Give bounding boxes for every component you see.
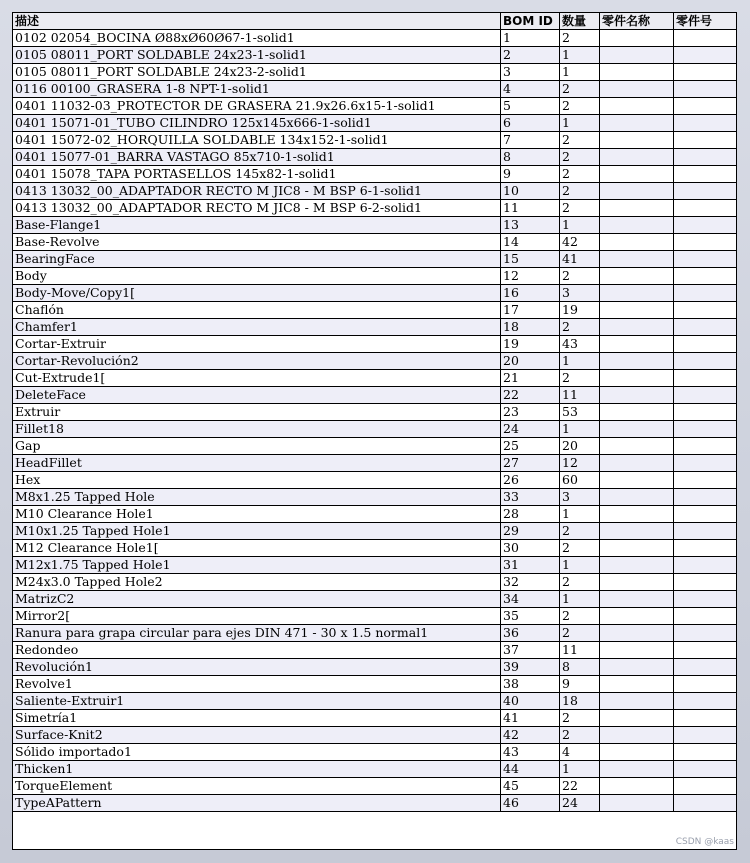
cell-description[interactable]: Cut-Extrude1[ xyxy=(13,370,501,387)
cell-bom-id[interactable]: 38 xyxy=(501,676,560,693)
cell-part-name[interactable] xyxy=(600,183,674,200)
bom-table-body xyxy=(13,30,737,812)
cell-part-name[interactable] xyxy=(600,285,674,302)
cell-bom-id[interactable]: 20 xyxy=(501,353,560,370)
cell-quantity[interactable]: 1 xyxy=(560,557,600,574)
header-quantity[interactable]: 数量 xyxy=(560,13,600,30)
cell-quantity[interactable]: 2 xyxy=(560,608,600,625)
table-row[interactable] xyxy=(13,217,737,234)
cell-quantity[interactable]: 2 xyxy=(560,268,600,285)
cell-part-name[interactable] xyxy=(600,744,674,761)
cell-part-number[interactable] xyxy=(674,217,737,234)
cell-description[interactable]: 0401 15078_TAPA PORTASELLOS 145x82-1-solid1 xyxy=(13,166,501,183)
table-row[interactable] xyxy=(13,387,737,404)
cell-description[interactable]: Ranura para grapa circular para ejes DIN 471 - 30 x 1.5 normal1 xyxy=(13,625,501,642)
cell-quantity[interactable]: 1 xyxy=(560,115,600,132)
cell-bom-id[interactable]: 4 xyxy=(501,81,560,98)
cell-part-number[interactable] xyxy=(674,132,737,149)
table-row[interactable] xyxy=(13,506,737,523)
cell-bom-id[interactable]: 11 xyxy=(501,200,560,217)
cell-part-name[interactable] xyxy=(600,676,674,693)
table-row[interactable] xyxy=(13,166,737,183)
cell-bom-id[interactable]: 28 xyxy=(501,506,560,523)
cell-description[interactable]: Redondeo xyxy=(13,642,501,659)
cell-part-number[interactable] xyxy=(674,761,737,778)
cell-description[interactable]: 0401 15077-01_BARRA VASTAGO 85x710-1-solid1 xyxy=(13,149,501,166)
cell-quantity[interactable]: 1 xyxy=(560,47,600,64)
table-row[interactable] xyxy=(13,795,737,812)
cell-description[interactable]: 0413 13032_00_ADAPTADOR RECTO M JIC8 - M BSP 6-2-solid1 xyxy=(13,200,501,217)
cell-part-name[interactable] xyxy=(600,608,674,625)
cell-bom-id[interactable]: 3 xyxy=(501,64,560,81)
cell-part-name[interactable] xyxy=(600,693,674,710)
cell-description[interactable]: Gap xyxy=(13,438,501,455)
cell-quantity[interactable]: 20 xyxy=(560,438,600,455)
cell-quantity[interactable]: 60 xyxy=(560,472,600,489)
cell-part-name[interactable] xyxy=(600,472,674,489)
cell-quantity[interactable]: 24 xyxy=(560,795,600,812)
cell-part-number[interactable] xyxy=(674,183,737,200)
cell-bom-id[interactable]: 22 xyxy=(501,387,560,404)
cell-part-name[interactable] xyxy=(600,81,674,98)
cell-quantity[interactable]: 1 xyxy=(560,421,600,438)
cell-bom-id[interactable]: 33 xyxy=(501,489,560,506)
table-row[interactable] xyxy=(13,98,737,115)
cell-bom-id[interactable]: 29 xyxy=(501,523,560,540)
table-row[interactable] xyxy=(13,693,737,710)
table-row[interactable] xyxy=(13,132,737,149)
cell-part-number[interactable] xyxy=(674,455,737,472)
cell-part-number[interactable] xyxy=(674,370,737,387)
cell-description[interactable]: Body xyxy=(13,268,501,285)
table-row[interactable] xyxy=(13,149,737,166)
cell-description[interactable]: Simetría1 xyxy=(13,710,501,727)
cell-part-number[interactable] xyxy=(674,64,737,81)
table-row[interactable] xyxy=(13,234,737,251)
cell-description[interactable]: 0401 15072-02_HORQUILLA SOLDABLE 134x152-1-solid1 xyxy=(13,132,501,149)
cell-part-number[interactable] xyxy=(674,149,737,166)
table-row[interactable] xyxy=(13,336,737,353)
cell-quantity[interactable]: 2 xyxy=(560,319,600,336)
cell-part-name[interactable] xyxy=(600,115,674,132)
cell-bom-id[interactable]: 24 xyxy=(501,421,560,438)
cell-description[interactable]: BearingFace xyxy=(13,251,501,268)
cell-quantity[interactable]: 2 xyxy=(560,540,600,557)
cell-part-name[interactable] xyxy=(600,319,674,336)
cell-description[interactable]: Revolve1 xyxy=(13,676,501,693)
cell-part-name[interactable] xyxy=(600,47,674,64)
cell-part-name[interactable] xyxy=(600,540,674,557)
cell-part-number[interactable] xyxy=(674,506,737,523)
cell-description[interactable]: TorqueElement xyxy=(13,778,501,795)
cell-part-name[interactable] xyxy=(600,489,674,506)
cell-part-number[interactable] xyxy=(674,166,737,183)
cell-part-name[interactable] xyxy=(600,234,674,251)
cell-part-number[interactable] xyxy=(674,472,737,489)
cell-bom-id[interactable]: 12 xyxy=(501,268,560,285)
cell-part-number[interactable] xyxy=(674,727,737,744)
cell-bom-id[interactable]: 13 xyxy=(501,217,560,234)
cell-part-name[interactable] xyxy=(600,557,674,574)
cell-part-number[interactable] xyxy=(674,591,737,608)
cell-part-name[interactable] xyxy=(600,761,674,778)
cell-part-number[interactable] xyxy=(674,625,737,642)
cell-quantity[interactable]: 4 xyxy=(560,744,600,761)
cell-description[interactable]: Chaflón xyxy=(13,302,501,319)
cell-part-number[interactable] xyxy=(674,285,737,302)
cell-part-number[interactable] xyxy=(674,268,737,285)
cell-part-number[interactable] xyxy=(674,795,737,812)
cell-description[interactable]: Base-Flange1 xyxy=(13,217,501,234)
cell-part-number[interactable] xyxy=(674,30,737,47)
cell-quantity[interactable]: 2 xyxy=(560,30,600,47)
cell-bom-id[interactable]: 10 xyxy=(501,183,560,200)
cell-quantity[interactable]: 1 xyxy=(560,353,600,370)
cell-part-number[interactable] xyxy=(674,659,737,676)
cell-bom-id[interactable]: 44 xyxy=(501,761,560,778)
cell-description[interactable]: 0102 02054_BOCINA Ø88xØ60Ø67-1-solid1 xyxy=(13,30,501,47)
cell-quantity[interactable]: 1 xyxy=(560,217,600,234)
cell-bom-id[interactable]: 6 xyxy=(501,115,560,132)
cell-quantity[interactable]: 2 xyxy=(560,166,600,183)
cell-part-name[interactable] xyxy=(600,302,674,319)
cell-bom-id[interactable]: 43 xyxy=(501,744,560,761)
cell-part-name[interactable] xyxy=(600,778,674,795)
cell-part-name[interactable] xyxy=(600,727,674,744)
cell-bom-id[interactable]: 9 xyxy=(501,166,560,183)
header-row xyxy=(13,13,737,30)
cell-part-name[interactable] xyxy=(600,149,674,166)
cell-bom-id[interactable]: 1 xyxy=(501,30,560,47)
table-row[interactable] xyxy=(13,710,737,727)
table-row[interactable] xyxy=(13,625,737,642)
cell-description[interactable]: M24x3.0 Tapped Hole2 xyxy=(13,574,501,591)
cell-bom-id[interactable]: 16 xyxy=(501,285,560,302)
cell-part-name[interactable] xyxy=(600,98,674,115)
cell-description[interactable]: Saliente-Extruir1 xyxy=(13,693,501,710)
cell-part-number[interactable] xyxy=(674,676,737,693)
cell-part-name[interactable] xyxy=(600,795,674,812)
cell-part-number[interactable] xyxy=(674,98,737,115)
table-row[interactable] xyxy=(13,268,737,285)
table-row[interactable] xyxy=(13,557,737,574)
cell-description[interactable]: Chamfer1 xyxy=(13,319,501,336)
cell-quantity[interactable]: 22 xyxy=(560,778,600,795)
table-row[interactable] xyxy=(13,64,737,81)
cell-description[interactable]: 0105 08011_PORT SOLDABLE 24x23-2-solid1 xyxy=(13,64,501,81)
cell-part-name[interactable] xyxy=(600,659,674,676)
cell-description[interactable]: HeadFillet xyxy=(13,455,501,472)
cell-description[interactable]: Extruir xyxy=(13,404,501,421)
cell-bom-id[interactable]: 37 xyxy=(501,642,560,659)
table-row[interactable] xyxy=(13,438,737,455)
cell-part-name[interactable] xyxy=(600,455,674,472)
cell-bom-id[interactable]: 5 xyxy=(501,98,560,115)
cell-quantity[interactable]: 2 xyxy=(560,183,600,200)
header-bom-id[interactable]: BOM ID xyxy=(501,13,560,30)
cell-description[interactable]: 0413 13032_00_ADAPTADOR RECTO M JIC8 - M BSP 6-1-solid1 xyxy=(13,183,501,200)
cell-quantity[interactable]: 2 xyxy=(560,523,600,540)
cell-part-name[interactable] xyxy=(600,30,674,47)
cell-description[interactable]: TypeAPattern xyxy=(13,795,501,812)
cell-part-number[interactable] xyxy=(674,574,737,591)
cell-bom-id[interactable]: 21 xyxy=(501,370,560,387)
cell-description[interactable]: M12 Clearance Hole1[ xyxy=(13,540,501,557)
table-row[interactable] xyxy=(13,489,737,506)
table-row[interactable] xyxy=(13,778,737,795)
table-row[interactable] xyxy=(13,540,737,557)
cell-part-name[interactable] xyxy=(600,625,674,642)
cell-quantity[interactable]: 2 xyxy=(560,81,600,98)
cell-part-number[interactable] xyxy=(674,251,737,268)
cell-part-name[interactable] xyxy=(600,64,674,81)
cell-part-number[interactable] xyxy=(674,336,737,353)
cell-quantity[interactable]: 1 xyxy=(560,64,600,81)
cell-part-number[interactable] xyxy=(674,404,737,421)
table-row[interactable] xyxy=(13,81,737,98)
cell-bom-id[interactable]: 42 xyxy=(501,727,560,744)
cell-description[interactable]: M8x1.25 Tapped Hole xyxy=(13,489,501,506)
cell-part-name[interactable] xyxy=(600,591,674,608)
cell-bom-id[interactable]: 39 xyxy=(501,659,560,676)
cell-part-name[interactable] xyxy=(600,574,674,591)
cell-part-name[interactable] xyxy=(600,506,674,523)
cell-bom-id[interactable]: 30 xyxy=(501,540,560,557)
cell-part-number[interactable] xyxy=(674,693,737,710)
cell-part-name[interactable] xyxy=(600,251,674,268)
cell-bom-id[interactable]: 17 xyxy=(501,302,560,319)
cell-quantity[interactable]: 2 xyxy=(560,98,600,115)
cell-quantity[interactable]: 2 xyxy=(560,727,600,744)
cell-part-number[interactable] xyxy=(674,744,737,761)
cell-part-name[interactable] xyxy=(600,132,674,149)
table-row[interactable] xyxy=(13,285,737,302)
cell-description[interactable]: Hex xyxy=(13,472,501,489)
table-row[interactable] xyxy=(13,472,737,489)
cell-quantity[interactable]: 43 xyxy=(560,336,600,353)
cell-part-name[interactable] xyxy=(600,370,674,387)
cell-bom-id[interactable]: 25 xyxy=(501,438,560,455)
cell-quantity[interactable]: 41 xyxy=(560,251,600,268)
cell-bom-id[interactable]: 2 xyxy=(501,47,560,64)
cell-bom-id[interactable]: 46 xyxy=(501,795,560,812)
cell-part-number[interactable] xyxy=(674,319,737,336)
table-row[interactable] xyxy=(13,761,737,778)
table-row[interactable] xyxy=(13,47,737,64)
cell-bom-id[interactable]: 36 xyxy=(501,625,560,642)
cell-part-number[interactable] xyxy=(674,353,737,370)
cell-part-name[interactable] xyxy=(600,387,674,404)
cell-quantity[interactable]: 18 xyxy=(560,693,600,710)
table-row[interactable] xyxy=(13,421,737,438)
cell-description[interactable]: M10 Clearance Hole1 xyxy=(13,506,501,523)
cell-quantity[interactable]: 3 xyxy=(560,489,600,506)
cell-description[interactable]: Body-Move/Copy1[ xyxy=(13,285,501,302)
cell-bom-id[interactable]: 41 xyxy=(501,710,560,727)
cell-bom-id[interactable]: 26 xyxy=(501,472,560,489)
cell-quantity[interactable]: 2 xyxy=(560,625,600,642)
cell-quantity[interactable]: 19 xyxy=(560,302,600,319)
cell-description[interactable]: Sólido importado1 xyxy=(13,744,501,761)
table-row[interactable] xyxy=(13,523,737,540)
cell-description[interactable]: Thicken1 xyxy=(13,761,501,778)
cell-part-number[interactable] xyxy=(674,778,737,795)
cell-quantity[interactable]: 42 xyxy=(560,234,600,251)
watermark: CSDN @kaas xyxy=(675,837,734,847)
cell-description[interactable]: Revolución1 xyxy=(13,659,501,676)
cell-quantity[interactable]: 2 xyxy=(560,200,600,217)
table-row[interactable] xyxy=(13,455,737,472)
cell-quantity[interactable]: 2 xyxy=(560,370,600,387)
cell-bom-id[interactable]: 27 xyxy=(501,455,560,472)
cell-quantity[interactable]: 3 xyxy=(560,285,600,302)
table-row[interactable] xyxy=(13,642,737,659)
cell-description[interactable]: Cortar-Revolución2 xyxy=(13,353,501,370)
cell-quantity[interactable]: 2 xyxy=(560,574,600,591)
bom-table xyxy=(12,12,737,812)
cell-part-name[interactable] xyxy=(600,217,674,234)
header-part-name[interactable]: 零件名称 xyxy=(600,13,674,30)
table-row[interactable] xyxy=(13,404,737,421)
header-description[interactable]: 描述 xyxy=(13,13,501,30)
cell-bom-id[interactable]: 31 xyxy=(501,557,560,574)
table-row[interactable] xyxy=(13,608,737,625)
cell-bom-id[interactable]: 23 xyxy=(501,404,560,421)
cell-quantity[interactable]: 8 xyxy=(560,659,600,676)
cell-part-name[interactable] xyxy=(600,642,674,659)
cell-quantity[interactable]: 11 xyxy=(560,642,600,659)
cell-part-number[interactable] xyxy=(674,523,737,540)
cell-description[interactable]: Fillet18 xyxy=(13,421,501,438)
cell-bom-id[interactable]: 45 xyxy=(501,778,560,795)
table-row[interactable] xyxy=(13,744,737,761)
cell-bom-id[interactable]: 8 xyxy=(501,149,560,166)
cell-quantity[interactable]: 2 xyxy=(560,132,600,149)
table-row[interactable] xyxy=(13,319,737,336)
cell-part-number[interactable] xyxy=(674,608,737,625)
cell-part-number[interactable] xyxy=(674,642,737,659)
cell-part-number[interactable] xyxy=(674,540,737,557)
cell-description[interactable]: Mirror2[ xyxy=(13,608,501,625)
cell-quantity[interactable]: 1 xyxy=(560,506,600,523)
cell-quantity[interactable]: 53 xyxy=(560,404,600,421)
cell-bom-id[interactable]: 19 xyxy=(501,336,560,353)
cell-part-number[interactable] xyxy=(674,557,737,574)
table-row[interactable] xyxy=(13,370,737,387)
cell-part-number[interactable] xyxy=(674,234,737,251)
cell-part-number[interactable] xyxy=(674,47,737,64)
cell-quantity[interactable]: 12 xyxy=(560,455,600,472)
table-row[interactable] xyxy=(13,251,737,268)
cell-description[interactable]: M10x1.25 Tapped Hole1 xyxy=(13,523,501,540)
cell-bom-id[interactable]: 14 xyxy=(501,234,560,251)
cell-description[interactable]: Surface-Knit2 xyxy=(13,727,501,744)
cell-part-number[interactable] xyxy=(674,387,737,404)
cell-quantity[interactable]: 1 xyxy=(560,761,600,778)
cell-description[interactable]: M12x1.75 Tapped Hole1 xyxy=(13,557,501,574)
table-row[interactable] xyxy=(13,30,737,47)
cell-part-name[interactable] xyxy=(600,200,674,217)
cell-part-name[interactable] xyxy=(600,523,674,540)
table-row[interactable] xyxy=(13,302,737,319)
cell-description[interactable]: 0105 08011_PORT SOLDABLE 24x23-1-solid1 xyxy=(13,47,501,64)
cell-part-name[interactable] xyxy=(600,438,674,455)
cell-bom-id[interactable]: 7 xyxy=(501,132,560,149)
cell-description[interactable]: Base-Revolve xyxy=(13,234,501,251)
cell-description[interactable]: 0401 15071-01_TUBO CILINDRO 125x145x666-1-solid1 xyxy=(13,115,501,132)
cell-part-number[interactable] xyxy=(674,438,737,455)
cell-part-name[interactable] xyxy=(600,421,674,438)
cell-part-number[interactable] xyxy=(674,302,737,319)
cell-part-name[interactable] xyxy=(600,268,674,285)
cell-bom-id[interactable]: 34 xyxy=(501,591,560,608)
cell-quantity[interactable]: 1 xyxy=(560,591,600,608)
cell-part-name[interactable] xyxy=(600,353,674,370)
cell-bom-id[interactable]: 35 xyxy=(501,608,560,625)
table-row[interactable] xyxy=(13,574,737,591)
cell-description[interactable]: DeleteFace xyxy=(13,387,501,404)
table-row[interactable] xyxy=(13,591,737,608)
table-row[interactable] xyxy=(13,659,737,676)
cell-part-name[interactable] xyxy=(600,336,674,353)
cell-part-number[interactable] xyxy=(674,710,737,727)
cell-quantity[interactable]: 9 xyxy=(560,676,600,693)
cell-quantity[interactable]: 11 xyxy=(560,387,600,404)
cell-description[interactable]: MatrizC2 xyxy=(13,591,501,608)
cell-part-number[interactable] xyxy=(674,115,737,132)
cell-part-number[interactable] xyxy=(674,489,737,506)
cell-bom-id[interactable]: 18 xyxy=(501,319,560,336)
cell-part-number[interactable] xyxy=(674,421,737,438)
table-row[interactable] xyxy=(13,727,737,744)
cell-description[interactable]: 0116 00100_GRASERA 1-8 NPT-1-solid1 xyxy=(13,81,501,98)
table-row[interactable] xyxy=(13,183,737,200)
table-row[interactable] xyxy=(13,200,737,217)
cell-description[interactable]: 0401 11032-03_PROTECTOR DE GRASERA 21.9x26.6x15-1-solid1 xyxy=(13,98,501,115)
cell-part-number[interactable] xyxy=(674,200,737,217)
cell-quantity[interactable]: 2 xyxy=(560,710,600,727)
header-part-number[interactable]: 零件号 xyxy=(674,13,737,30)
bom-sheet xyxy=(12,12,737,850)
cell-part-name[interactable] xyxy=(600,166,674,183)
cell-bom-id[interactable]: 32 xyxy=(501,574,560,591)
cell-bom-id[interactable]: 15 xyxy=(501,251,560,268)
cell-part-name[interactable] xyxy=(600,404,674,421)
table-row[interactable] xyxy=(13,115,737,132)
cell-quantity[interactable]: 2 xyxy=(560,149,600,166)
cell-part-number[interactable] xyxy=(674,81,737,98)
cell-bom-id[interactable]: 40 xyxy=(501,693,560,710)
table-row[interactable] xyxy=(13,353,737,370)
table-row[interactable] xyxy=(13,676,737,693)
cell-part-name[interactable] xyxy=(600,710,674,727)
cell-description[interactable]: Cortar-Extruir xyxy=(13,336,501,353)
